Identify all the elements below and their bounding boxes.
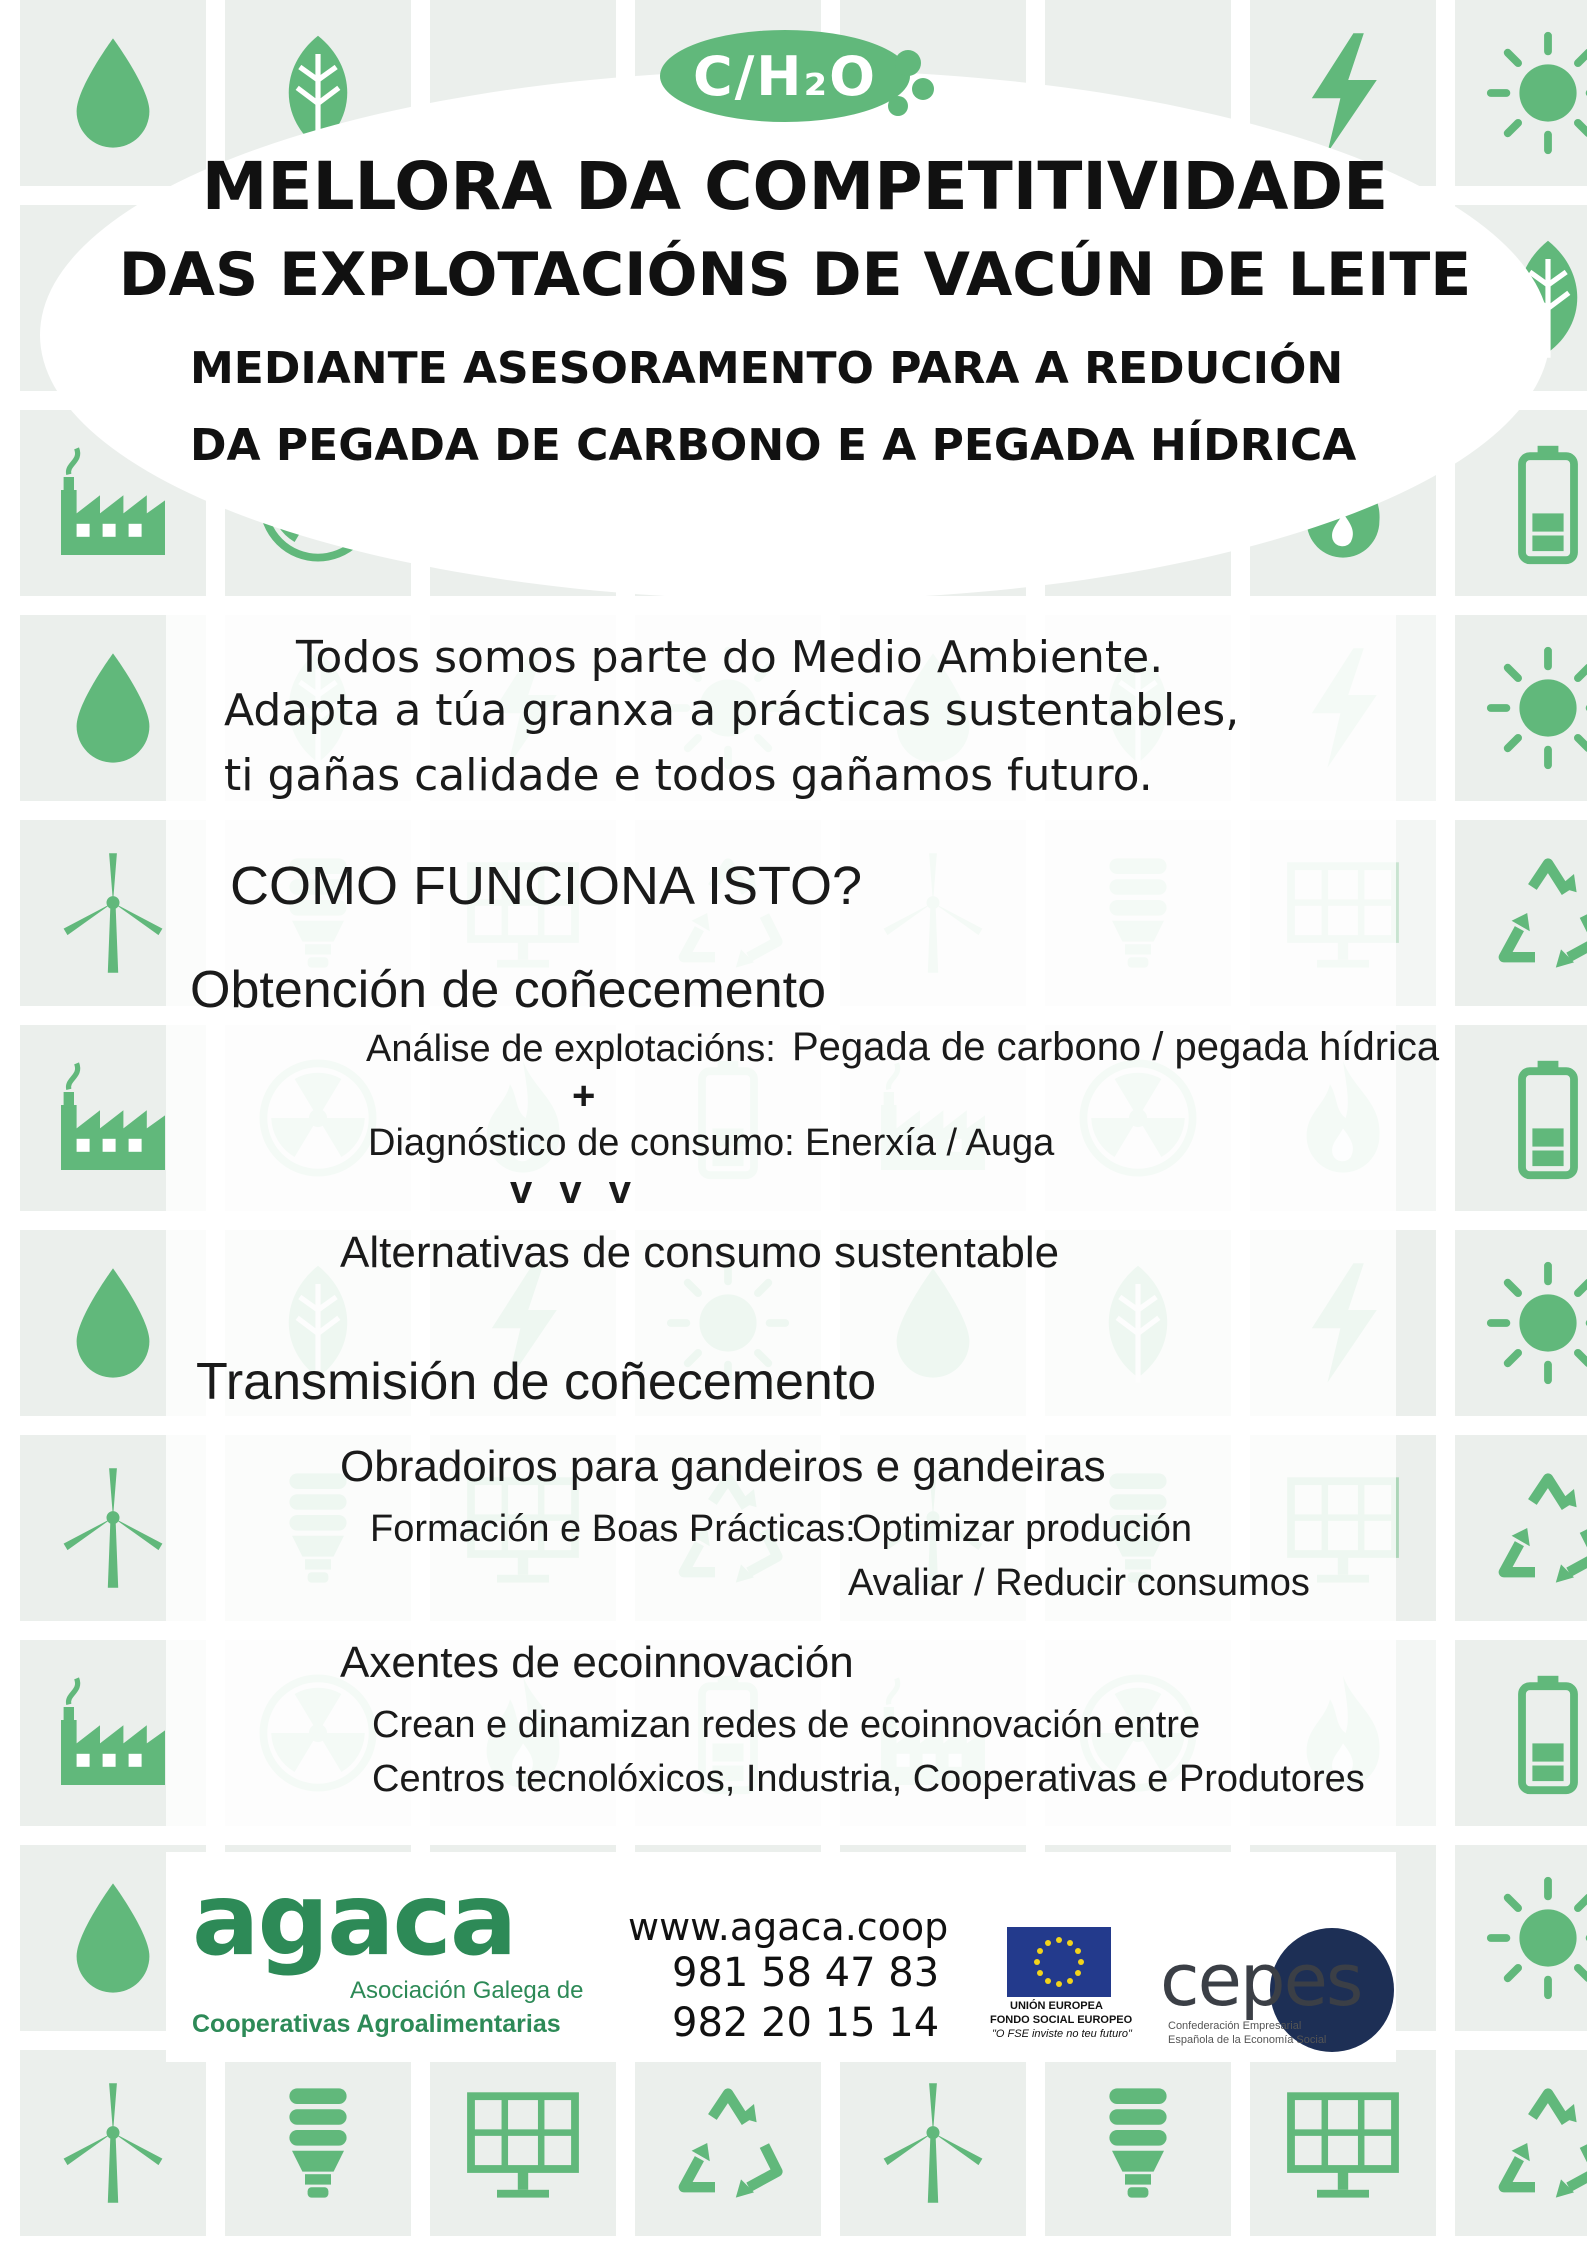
section1-title: Obtención de coñecemento	[190, 961, 826, 1019]
bubble-decoration	[895, 50, 921, 76]
eu-line-2: FONDO SOCIAL EUROPEO	[990, 2014, 1133, 2026]
diagnosis-label: Diagnóstico de consumo:	[368, 1122, 795, 1164]
analysis-label: Análise de explotacións:	[366, 1028, 776, 1070]
down-arrows: v v v	[510, 1168, 639, 1212]
training-label: Formación e Boas Prácticas:	[370, 1508, 856, 1550]
cepes-line-2: Española de la Economía Social	[1168, 2034, 1327, 2046]
agents-line-2: Centros tecnolóxicos, Industria, Cooperativas e Produtores	[372, 1758, 1365, 1800]
phone-2: 982 20 15 14	[672, 2000, 940, 2046]
title-line-2: DAS EXPLOTACIÓNS DE VACÚN DE LEITE	[118, 240, 1472, 310]
wind-turbine-icon	[840, 2050, 1026, 2236]
title-line-1: MELLORA DA COMPETITIVIDADE	[201, 148, 1389, 225]
eu-line-1: UNIÓN EUROPEA	[1010, 2000, 1103, 2012]
plus-sign: +	[572, 1074, 596, 1118]
agaca-subtitle-1: Asociación Galega de	[350, 1977, 584, 2004]
intro-line-1: Todos somos parte do Medio Ambiente.	[296, 632, 1164, 683]
subtitle-line-2: DA PEGADA DE CARBONO E A PEGADA HÍDRICA	[190, 420, 1357, 471]
recycle-icon	[1455, 820, 1587, 1006]
sun-icon	[1455, 615, 1587, 801]
eu-flag-icon	[1007, 1927, 1111, 1997]
recycle-icon	[1455, 1435, 1587, 1621]
wind-turbine-icon	[20, 2050, 206, 2236]
cepes-logo: cepes	[1160, 1938, 1362, 2022]
sun-icon	[1455, 1845, 1587, 2031]
agaca-subtitle-2: Cooperativas Agroalimentarias	[192, 2010, 561, 2038]
analysis-value: Pegada de carbono / pegada hídrica	[792, 1025, 1440, 1069]
intro-line-2: Adapta a túa granxa a prácticas sustentables,	[224, 685, 1240, 736]
website-link[interactable]: www.agaca.coop	[628, 1905, 949, 1949]
diagnosis-value: Enerxía / Auga	[805, 1122, 1055, 1164]
phone-1: 981 58 47 83	[672, 1950, 940, 1996]
battery-icon	[1455, 1025, 1587, 1211]
agaca-logo: agaca	[192, 1861, 516, 1978]
bulb-icon	[225, 2050, 411, 2236]
battery-icon	[1455, 1640, 1587, 1826]
sustainable-alternatives: Alternativas de consumo sustentable	[340, 1228, 1060, 1277]
bulb-icon	[1045, 2050, 1231, 2236]
recycle-icon	[1455, 2050, 1587, 2236]
cepes-line-1: Confederación Empresarial	[1168, 2020, 1302, 2032]
section2-title: Transmisión de coñecemento	[196, 1353, 877, 1411]
subtitle-line-1: MEDIANTE ASESORAMENTO PARA A REDUCIÓN	[190, 343, 1344, 394]
bubble-decoration	[912, 78, 934, 100]
bubble-decoration	[888, 96, 908, 116]
c-h2o-badge: C/H₂O	[660, 30, 910, 122]
training-value-1: Optimizar produción	[852, 1508, 1193, 1550]
how-heading: COMO FUNCIONA ISTO?	[230, 856, 863, 916]
solar-panel-icon	[1250, 2050, 1436, 2236]
eu-line-3: "O FSE inviste no teu futuro"	[992, 2028, 1132, 2040]
intro-line-3: ti gañas calidade e todos gañamos futuro.	[224, 750, 1153, 801]
recycle-icon	[635, 2050, 821, 2236]
agents-line-1: Crean e dinamizan redes de ecoinnovación entre	[372, 1704, 1201, 1746]
sun-icon	[1455, 1230, 1587, 1416]
training-value-2: Avaliar / Reducir consumos	[848, 1562, 1310, 1604]
agents-title: Axentes de ecoinnovación	[340, 1638, 854, 1687]
solar-panel-icon	[430, 2050, 616, 2236]
workshops-line: Obradoiros para gandeiros e gandeiras	[340, 1442, 1106, 1491]
